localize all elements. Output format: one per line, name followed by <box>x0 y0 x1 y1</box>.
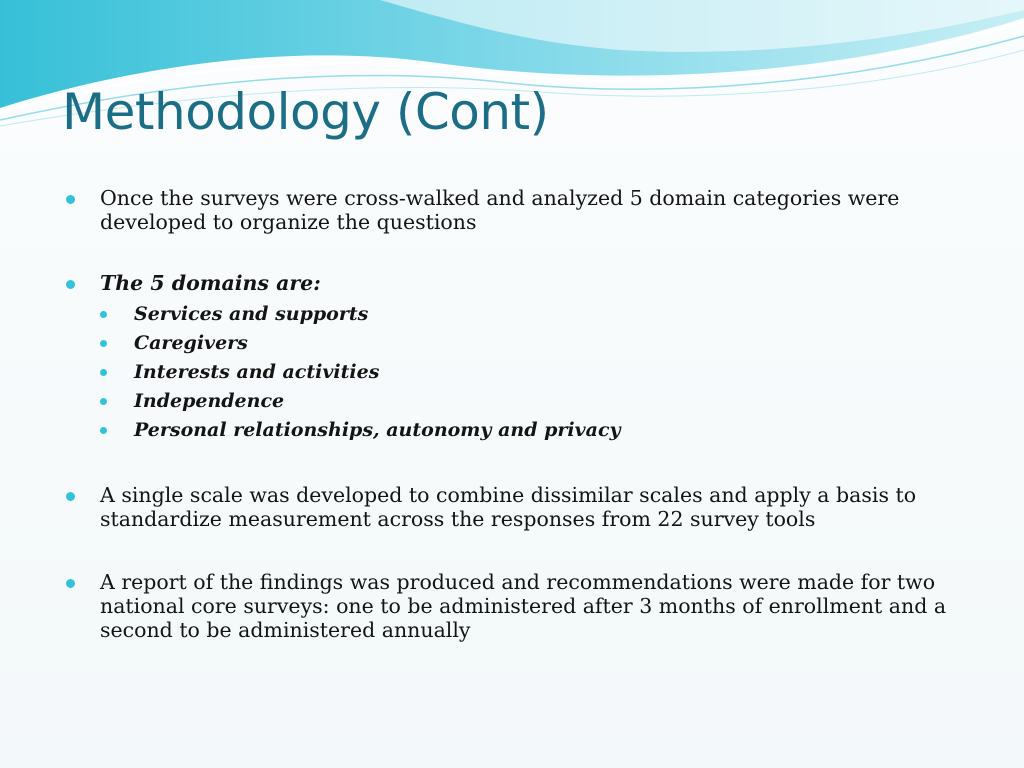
bullet-report-findings <box>66 570 966 642</box>
domain-item: Services and supports <box>100 300 966 329</box>
bullet-five-domains <box>66 271 966 445</box>
domain-sublist <box>100 300 966 445</box>
domain-item: Caregivers <box>100 329 966 358</box>
bullet-list <box>66 186 966 642</box>
bullet-text: A single scale was developed to combine dissimilar scales and apply a basis to standardize measurement across the responses from 22 survey tools <box>100 483 917 531</box>
domain-item: Personal relationships, autonomy and privacy <box>100 416 966 445</box>
bullet-text: The 5 domains are: <box>100 271 321 295</box>
domain-item: Interests and activities <box>100 358 966 387</box>
bullet-single-scale <box>66 483 966 531</box>
bullet-text: Once the surveys were cross-walked and analyzed 5 domain categories were developed to organize the questions <box>100 186 900 234</box>
domain-item: Independence <box>100 387 966 416</box>
slide-title: Methodology (Cont) <box>62 83 549 141</box>
bullet-text: A report of the findings was produced and recommendations were made for two national core surveys: one to be administered after 3 months of enrollment and a second to be administered annually <box>100 570 947 642</box>
bullet-domain-categories <box>66 186 966 234</box>
